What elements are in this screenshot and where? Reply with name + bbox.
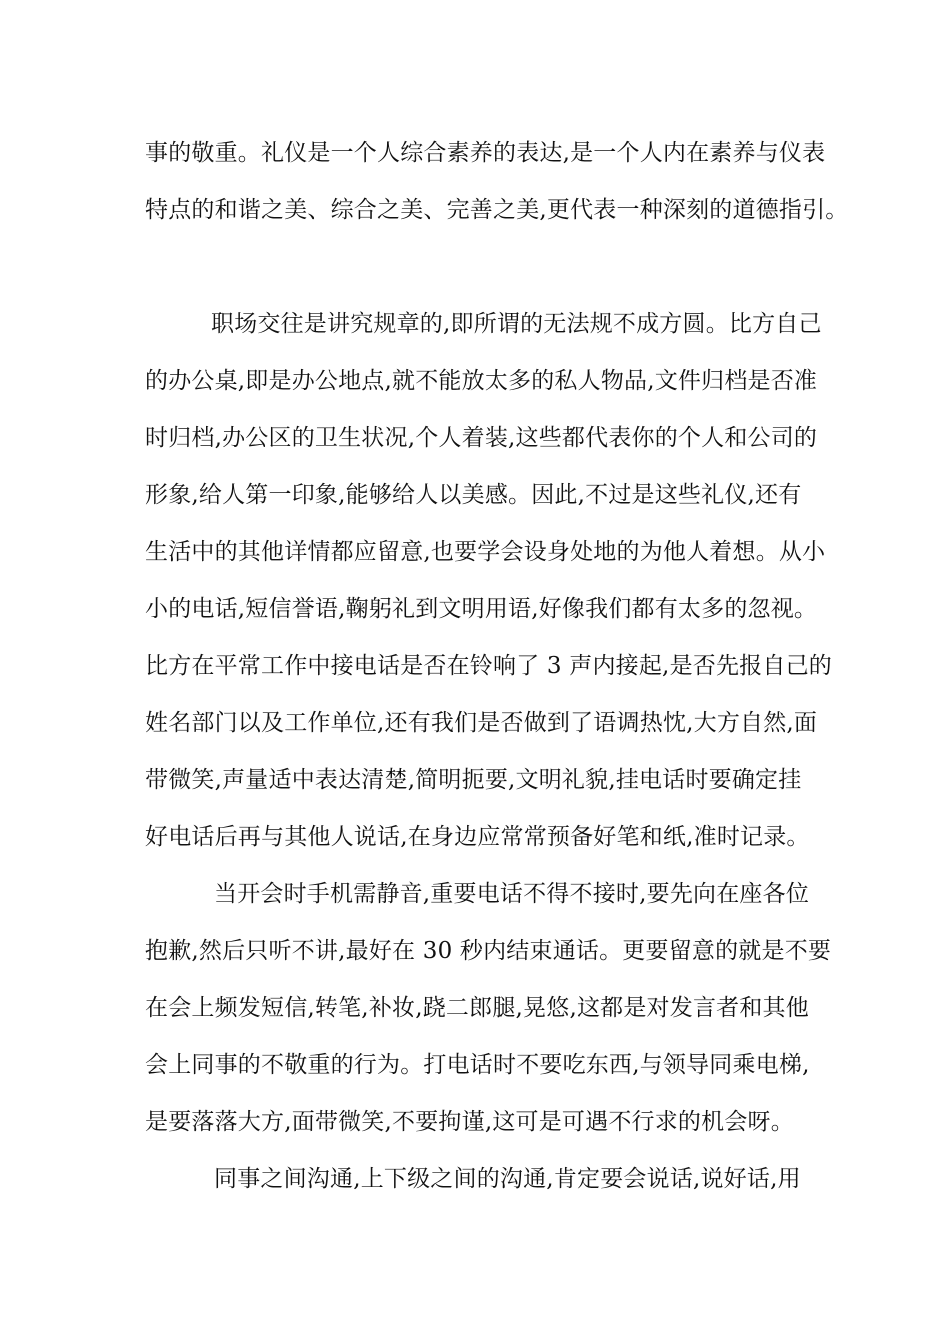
text-line: 的办公桌,即是办公地点,就不能放太多的私人物品,文件归档是否准 [145, 368, 818, 394]
text-line: 当开会时手机需静音,重要电话不得不接时,要先向在座各位 [214, 881, 810, 907]
text-line: 事的敬重。礼仪是一个人综合素养的表达,是一个人内在素养与仪表 [145, 140, 826, 166]
text-line: 形象,给人第一印象,能够给人以美感。因此,不过是这些礼仪,还有 [145, 482, 802, 508]
text-line: 抱歉,然后只听不讲,最好在 30 秒内结束通话。更要留意的就是不要 [145, 938, 832, 964]
text-line: 小的电话,短信誉语,鞠躬礼到文明用语,好像我们都有太多的忽视。 [145, 596, 818, 622]
text-line: 职场交往是讲究规章的,即所谓的无法规不成方圆。比方自己 [211, 311, 822, 337]
text-line: 是要落落大方,面带微笑,不要拘谨,这可是可遇不行求的机会呀。 [145, 1109, 794, 1135]
text-line: 同事之间沟通,上下级之间的沟通,肯定要会说话,说好话,用 [214, 1166, 801, 1192]
text-line: 时归档,办公区的卫生状况,个人着装,这些都代表你的个人和公司的 [145, 425, 818, 451]
text-line: 在会上频发短信,转笔,补妆,跷二郎腿,晃悠,这都是对发言者和其他 [145, 995, 809, 1021]
text-line: 生活中的其他详情都应留意,也要学会设身处地的为他人着想。从小 [145, 539, 826, 565]
text-line: 会上同事的不敬重的行为。打电话时不要吃东西,与领导同乘电梯, [145, 1052, 810, 1078]
text-line: 姓名部门以及工作单位,还有我们是否做到了语调热忱,大方自然,面 [145, 710, 818, 736]
text-line: 带微笑,声量适中表达清楚,简明扼要,文明礼貌,挂电话时要确定挂 [145, 767, 802, 793]
text-line: 特点的和谐之美、综合之美、完善之美,更代表一种深刻的道德指引。 [145, 197, 849, 223]
text-line: 比方在平常工作中接电话是否在铃响了 3 声内接起,是否先报自己的 [145, 653, 832, 679]
text-line: 好电话后再与其他人说话,在身边应常常预备好笔和纸,准时记录。 [145, 824, 810, 850]
